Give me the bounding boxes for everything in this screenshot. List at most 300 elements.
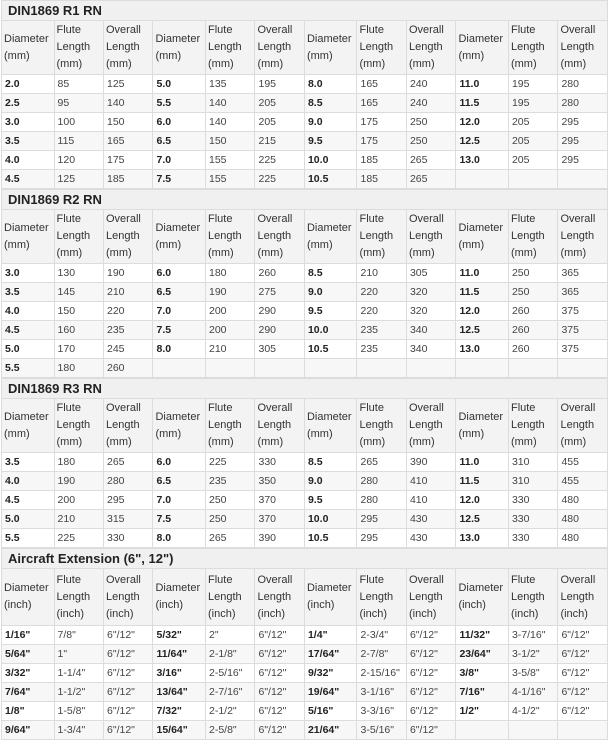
- diameter-cell: [456, 359, 509, 378]
- diameter-cell: 6.5: [153, 132, 206, 151]
- overall-length-cell: 165: [104, 132, 153, 151]
- overall-length-cell: 6"/12": [406, 683, 455, 702]
- header-line: Diameter: [155, 582, 201, 594]
- overall-length-cell: 275: [255, 283, 304, 302]
- diameter-cell: 7.0: [153, 491, 206, 510]
- flute-length-cell: 140: [206, 113, 255, 132]
- overall-length-cell: 190: [104, 264, 153, 283]
- header-row: [2, 21, 608, 75]
- overall-length-cell: 195: [255, 75, 304, 94]
- table-row: [2, 472, 608, 491]
- diameter-cell: 12.0: [456, 302, 509, 321]
- header-line: Flute: [208, 24, 233, 36]
- flute-length-cell: 210: [54, 510, 103, 529]
- overall-length-cell: 210: [104, 283, 153, 302]
- overall-length-cell: 265: [406, 151, 455, 170]
- diameter-cell: 11/32": [456, 626, 509, 645]
- header-flute-length: [357, 399, 406, 453]
- overall-length-cell: 6"/12": [406, 645, 455, 664]
- flute-length-cell: 185: [357, 170, 406, 189]
- header-diameter: [153, 569, 206, 626]
- header-line: (mm): [359, 58, 386, 70]
- header-overall-length: [255, 21, 304, 75]
- flute-length-cell: 3-5/16": [357, 721, 406, 740]
- overall-length-cell: 6"/12": [255, 645, 304, 664]
- header-line: Overall: [257, 573, 293, 586]
- diameter-cell: 5.5: [153, 94, 206, 113]
- diameter-cell: 9.0: [304, 113, 357, 132]
- overall-length-cell: 370: [255, 491, 304, 510]
- overall-length-cell: 6"/12": [104, 702, 153, 721]
- header-line: Flute: [208, 213, 233, 225]
- overall-length-cell: 480: [558, 529, 608, 548]
- header-overall-length: [558, 210, 608, 264]
- flute-length-cell: 140: [206, 94, 255, 113]
- table-row: [2, 170, 608, 189]
- overall-length-cell: 365: [558, 283, 608, 302]
- flute-length-cell: 3-1/16": [357, 683, 406, 702]
- header-line: Diameter: [458, 221, 504, 234]
- overall-length-cell: 390: [255, 529, 304, 548]
- table-row: [2, 491, 608, 510]
- header-line: Length: [408, 590, 443, 603]
- header-line: (mm): [155, 49, 182, 62]
- diameter-cell: 4.0: [2, 151, 55, 170]
- overall-length-cell: 280: [558, 75, 608, 94]
- overall-length-cell: 6"/12": [255, 683, 304, 702]
- diameter-cell: 5/16": [304, 702, 357, 721]
- header-flute-length: [54, 210, 103, 264]
- overall-length-cell: 320: [406, 302, 455, 321]
- diameter-cell: 3.0: [2, 264, 55, 283]
- diameter-cell: 9.5: [304, 132, 357, 151]
- diameter-cell: 9.5: [304, 302, 357, 321]
- diameter-cell: 5.0: [2, 510, 55, 529]
- flute-length-cell: 125: [54, 170, 103, 189]
- diameter-cell: 6.0: [153, 113, 206, 132]
- diameter-cell: 5.5: [2, 529, 55, 548]
- diameter-cell: 11.5: [456, 94, 509, 113]
- overall-length-cell: [255, 359, 304, 378]
- table-row: [2, 264, 608, 283]
- header-line: (mm): [359, 247, 386, 259]
- header-line: (mm): [257, 247, 284, 259]
- header-line: Length: [56, 590, 91, 603]
- header-line: (inch): [106, 607, 134, 620]
- header-flute-length: [206, 21, 255, 75]
- header-diameter: [456, 399, 509, 453]
- diameter-cell: 3.0: [2, 113, 55, 132]
- flute-length-cell: 235: [357, 340, 406, 359]
- flute-length-cell: 295: [357, 510, 406, 529]
- header-overall-length: [406, 569, 455, 626]
- header-line: Length: [257, 230, 292, 242]
- header-diameter: [304, 569, 357, 626]
- header-line: Length: [257, 419, 292, 431]
- flute-length-cell: 330: [508, 529, 557, 548]
- header-line: (mm): [560, 436, 587, 448]
- flute-length-cell: 2-3/4": [357, 626, 406, 645]
- table-row: [2, 151, 608, 170]
- table-row: [2, 645, 608, 664]
- header-line: Length: [208, 230, 242, 242]
- section-title: Aircraft Extension (6", 12"): [1, 548, 608, 568]
- header-overall-length: [104, 21, 153, 75]
- flute-length-cell: 165: [357, 94, 406, 113]
- header-line: Length: [56, 41, 91, 53]
- table-row: [2, 283, 608, 302]
- flute-length-cell: [357, 359, 406, 378]
- flute-length-cell: [206, 359, 255, 378]
- overall-length-cell: 290: [255, 302, 304, 321]
- header-overall-length: [255, 210, 304, 264]
- spec-tables-page: [1, 0, 608, 740]
- overall-length-cell: 375: [558, 340, 608, 359]
- flute-length-cell: 155: [206, 170, 255, 189]
- overall-length-cell: 6"/12": [406, 702, 455, 721]
- overall-length-cell: 6"/12": [104, 626, 153, 645]
- flute-length-cell: 280: [357, 472, 406, 491]
- flute-length-cell: 145: [54, 283, 103, 302]
- overall-length-cell: 330: [255, 453, 304, 472]
- diameter-cell: 7.5: [153, 510, 206, 529]
- header-line: Diameter: [4, 221, 49, 234]
- flute-length-cell: [508, 721, 557, 740]
- header-line: Diameter: [306, 410, 352, 423]
- header-diameter: [456, 21, 509, 75]
- overall-length-cell: 365: [558, 264, 608, 283]
- header-diameter: [304, 399, 357, 453]
- header-line: (mm): [106, 58, 132, 70]
- flute-length-cell: 225: [206, 453, 255, 472]
- overall-length-cell: 265: [104, 453, 153, 472]
- header-diameter: [2, 399, 55, 453]
- flute-length-cell: 235: [357, 321, 406, 340]
- flute-length-cell: 190: [206, 283, 255, 302]
- flute-length-cell: 205: [508, 132, 557, 151]
- overall-length-cell: 295: [558, 113, 608, 132]
- header-line: Length: [510, 590, 545, 603]
- header-flute-length: [206, 399, 255, 453]
- table-row: [2, 113, 608, 132]
- diameter-cell: 7/32": [153, 702, 206, 721]
- diameter-cell: 8.0: [304, 75, 357, 94]
- header-diameter: [2, 569, 55, 626]
- flute-length-cell: 310: [508, 472, 557, 491]
- table-row: [2, 664, 608, 683]
- header-overall-length: [406, 210, 455, 264]
- flute-length-cell: 310: [508, 453, 557, 472]
- header-line: Flute: [359, 573, 384, 586]
- header-diameter: [2, 21, 55, 75]
- diameter-cell: 8.5: [304, 94, 357, 113]
- flute-length-cell: 225: [54, 529, 103, 548]
- header-line: (mm): [510, 436, 537, 448]
- header-flute-length: [357, 210, 406, 264]
- header-line: (mm): [56, 58, 83, 70]
- header-line: Length: [560, 230, 595, 242]
- header-line: (mm): [4, 427, 30, 440]
- header-diameter: [153, 399, 206, 453]
- header-diameter: [304, 210, 357, 264]
- diameter-cell: 3.5: [2, 283, 55, 302]
- header-line: Diameter: [306, 582, 352, 594]
- header-flute-length: [508, 569, 557, 626]
- header-row: [2, 569, 608, 626]
- header-line: (mm): [458, 427, 485, 440]
- diameter-cell: 4.5: [2, 170, 55, 189]
- header-line: (inch): [306, 599, 335, 611]
- section-title: DIN1869 R1 RN: [1, 0, 608, 20]
- overall-length-cell: 350: [255, 472, 304, 491]
- flute-length-cell: 190: [54, 472, 103, 491]
- header-line: Length: [56, 419, 91, 431]
- overall-length-cell: 6"/12": [558, 683, 608, 702]
- table-row: [2, 132, 608, 151]
- overall-length-cell: 245: [104, 340, 153, 359]
- header-flute-length: [54, 569, 103, 626]
- header-line: Flute: [56, 573, 81, 586]
- header-line: Length: [208, 419, 242, 431]
- header-line: Flute: [510, 24, 536, 36]
- flute-length-cell: 4-1/2": [508, 702, 557, 721]
- diameter-cell: 13.0: [456, 529, 509, 548]
- table-row: [2, 302, 608, 321]
- diameter-cell: 5.0: [2, 340, 55, 359]
- diameter-cell: 6.5: [153, 283, 206, 302]
- overall-length-cell: 290: [255, 321, 304, 340]
- header-line: Length: [257, 41, 292, 53]
- header-line: Diameter: [4, 32, 49, 45]
- diameter-cell: 4.0: [2, 302, 55, 321]
- table-row: [2, 721, 608, 740]
- header-overall-length: [255, 569, 304, 626]
- diameter-cell: 7.5: [153, 170, 206, 189]
- diameter-cell: [456, 721, 509, 740]
- overall-length-cell: [558, 721, 608, 740]
- header-line: Overall: [106, 24, 141, 36]
- header-line: Flute: [359, 213, 384, 225]
- flute-length-cell: 210: [357, 264, 406, 283]
- flute-length-cell: 2-7/8": [357, 645, 406, 664]
- flute-length-cell: 250: [508, 264, 557, 283]
- header-line: Diameter: [458, 582, 504, 594]
- diameter-cell: 12.0: [456, 113, 509, 132]
- diameter-cell: 12.5: [456, 321, 509, 340]
- diameter-cell: 9.0: [304, 472, 357, 491]
- diameter-cell: 12.0: [456, 491, 509, 510]
- header-line: (mm): [155, 238, 182, 251]
- flute-length-cell: 2": [206, 626, 255, 645]
- header-diameter: [304, 21, 357, 75]
- overall-length-cell: 235: [104, 321, 153, 340]
- diameter-cell: 12.5: [456, 132, 509, 151]
- header-line: (mm): [4, 238, 30, 251]
- header-overall-length: [558, 21, 608, 75]
- flute-length-cell: 2-1/2": [206, 702, 255, 721]
- diameter-cell: 17/64": [304, 645, 357, 664]
- diameter-cell: 5/64": [2, 645, 55, 664]
- header-line: Length: [208, 590, 242, 603]
- header-diameter: [153, 210, 206, 264]
- flute-length-cell: 260: [508, 340, 557, 359]
- overall-length-cell: 6"/12": [255, 702, 304, 721]
- flute-length-cell: 3-3/16": [357, 702, 406, 721]
- header-line: (mm): [56, 436, 83, 448]
- header-line: (inch): [560, 607, 588, 620]
- header-line: Diameter: [4, 582, 49, 594]
- spec-table: [1, 20, 608, 189]
- overall-length-cell: 6"/12": [558, 645, 608, 664]
- diameter-cell: 10.5: [304, 340, 357, 359]
- overall-length-cell: 305: [255, 340, 304, 359]
- flute-length-cell: 100: [54, 113, 103, 132]
- flute-length-cell: 1": [54, 645, 103, 664]
- diameter-cell: 8.0: [153, 529, 206, 548]
- flute-length-cell: 180: [54, 453, 103, 472]
- flute-length-cell: 120: [54, 151, 103, 170]
- diameter-cell: 13/64": [153, 683, 206, 702]
- header-line: Length: [257, 590, 292, 603]
- header-line: Flute: [56, 24, 81, 36]
- header-line: Length: [56, 230, 91, 242]
- diameter-cell: 4.5: [2, 491, 55, 510]
- header-line: (mm): [4, 49, 30, 62]
- overall-length-cell: 6"/12": [104, 664, 153, 683]
- overall-length-cell: 295: [104, 491, 153, 510]
- header-line: Overall: [560, 213, 596, 225]
- overall-length-cell: 240: [406, 75, 455, 94]
- header-diameter: [456, 210, 509, 264]
- header-line: (mm): [510, 247, 537, 259]
- flute-length-cell: 330: [508, 510, 557, 529]
- overall-length-cell: 320: [406, 283, 455, 302]
- overall-length-cell: 205: [255, 113, 304, 132]
- flute-length-cell: 2-7/16": [206, 683, 255, 702]
- header-line: Diameter: [306, 221, 352, 234]
- overall-length-cell: 140: [104, 94, 153, 113]
- header-line: (mm): [257, 58, 284, 70]
- overall-length-cell: 175: [104, 151, 153, 170]
- overall-length-cell: 225: [255, 170, 304, 189]
- diameter-cell: 13.0: [456, 340, 509, 359]
- flute-length-cell: 3-1/2": [508, 645, 557, 664]
- diameter-cell: 3.5: [2, 453, 55, 472]
- header-line: (inch): [458, 599, 486, 611]
- header-line: Length: [560, 419, 595, 431]
- diameter-cell: 7.5: [153, 321, 206, 340]
- diameter-cell: 5.5: [2, 359, 55, 378]
- overall-length-cell: 280: [104, 472, 153, 491]
- overall-length-cell: 280: [558, 94, 608, 113]
- header-line: Overall: [560, 402, 596, 414]
- flute-length-cell: 155: [206, 151, 255, 170]
- flute-length-cell: 3-5/8": [508, 664, 557, 683]
- flute-length-cell: 3-7/16": [508, 626, 557, 645]
- diameter-cell: 7.0: [153, 151, 206, 170]
- table-row: [2, 683, 608, 702]
- diameter-cell: 10.0: [304, 151, 357, 170]
- header-line: (mm): [359, 436, 386, 448]
- diameter-cell: 6.0: [153, 453, 206, 472]
- header-line: (inch): [359, 607, 387, 620]
- flute-length-cell: 135: [206, 75, 255, 94]
- overall-length-cell: 6"/12": [558, 626, 608, 645]
- header-line: Diameter: [155, 221, 201, 234]
- overall-length-cell: 215: [255, 132, 304, 151]
- header-line: Length: [359, 41, 394, 53]
- header-line: Overall: [257, 213, 293, 225]
- overall-length-cell: 185: [104, 170, 153, 189]
- flute-length-cell: 150: [206, 132, 255, 151]
- flute-length-cell: 200: [206, 302, 255, 321]
- overall-length-cell: 125: [104, 75, 153, 94]
- diameter-cell: 5.0: [153, 75, 206, 94]
- overall-length-cell: 390: [406, 453, 455, 472]
- diameter-cell: [153, 359, 206, 378]
- spec-table: [1, 568, 608, 740]
- header-line: Flute: [208, 573, 233, 586]
- header-overall-length: [558, 569, 608, 626]
- diameter-cell: 3/16": [153, 664, 206, 683]
- header-line: (mm): [458, 49, 485, 62]
- header-line: Length: [106, 419, 140, 431]
- overall-length-cell: 330: [104, 529, 153, 548]
- header-overall-length: [558, 399, 608, 453]
- overall-length-cell: 240: [406, 94, 455, 113]
- flute-length-cell: 330: [508, 491, 557, 510]
- header-line: (inch): [257, 607, 285, 620]
- spec-table: [1, 398, 608, 548]
- overall-length-cell: 6"/12": [104, 683, 153, 702]
- header-line: (mm): [208, 247, 234, 259]
- flute-length-cell: 2-15/16": [357, 664, 406, 683]
- header-line: Overall: [257, 402, 293, 414]
- flute-length-cell: 200: [206, 321, 255, 340]
- header-line: (inch): [208, 607, 236, 620]
- header-line: Overall: [408, 24, 444, 36]
- table-row: [2, 453, 608, 472]
- header-line: (mm): [510, 58, 537, 70]
- header-line: (mm): [208, 436, 234, 448]
- header-line: Overall: [106, 213, 141, 225]
- header-overall-length: [104, 399, 153, 453]
- section-din1869-r2: [1, 189, 608, 378]
- diameter-cell: 3.5: [2, 132, 55, 151]
- header-overall-length: [255, 399, 304, 453]
- table-row: [2, 529, 608, 548]
- header-line: (mm): [560, 58, 587, 70]
- header-line: Flute: [510, 573, 536, 586]
- header-line: Diameter: [306, 32, 352, 45]
- overall-length-cell: 225: [255, 151, 304, 170]
- overall-length-cell: 260: [255, 264, 304, 283]
- header-line: Diameter: [155, 32, 201, 45]
- header-line: (mm): [155, 427, 182, 440]
- header-line: Length: [560, 590, 595, 603]
- table-row: [2, 321, 608, 340]
- header-line: (mm): [306, 49, 333, 62]
- header-line: (inch): [510, 607, 539, 620]
- diameter-cell: 11.5: [456, 283, 509, 302]
- header-line: Overall: [257, 24, 293, 36]
- header-line: Length: [510, 419, 545, 431]
- header-line: Diameter: [458, 32, 504, 45]
- overall-length-cell: 6"/12": [255, 626, 304, 645]
- flute-length-cell: 1-1/2": [54, 683, 103, 702]
- flute-length-cell: 195: [508, 94, 557, 113]
- flute-length-cell: 210: [206, 340, 255, 359]
